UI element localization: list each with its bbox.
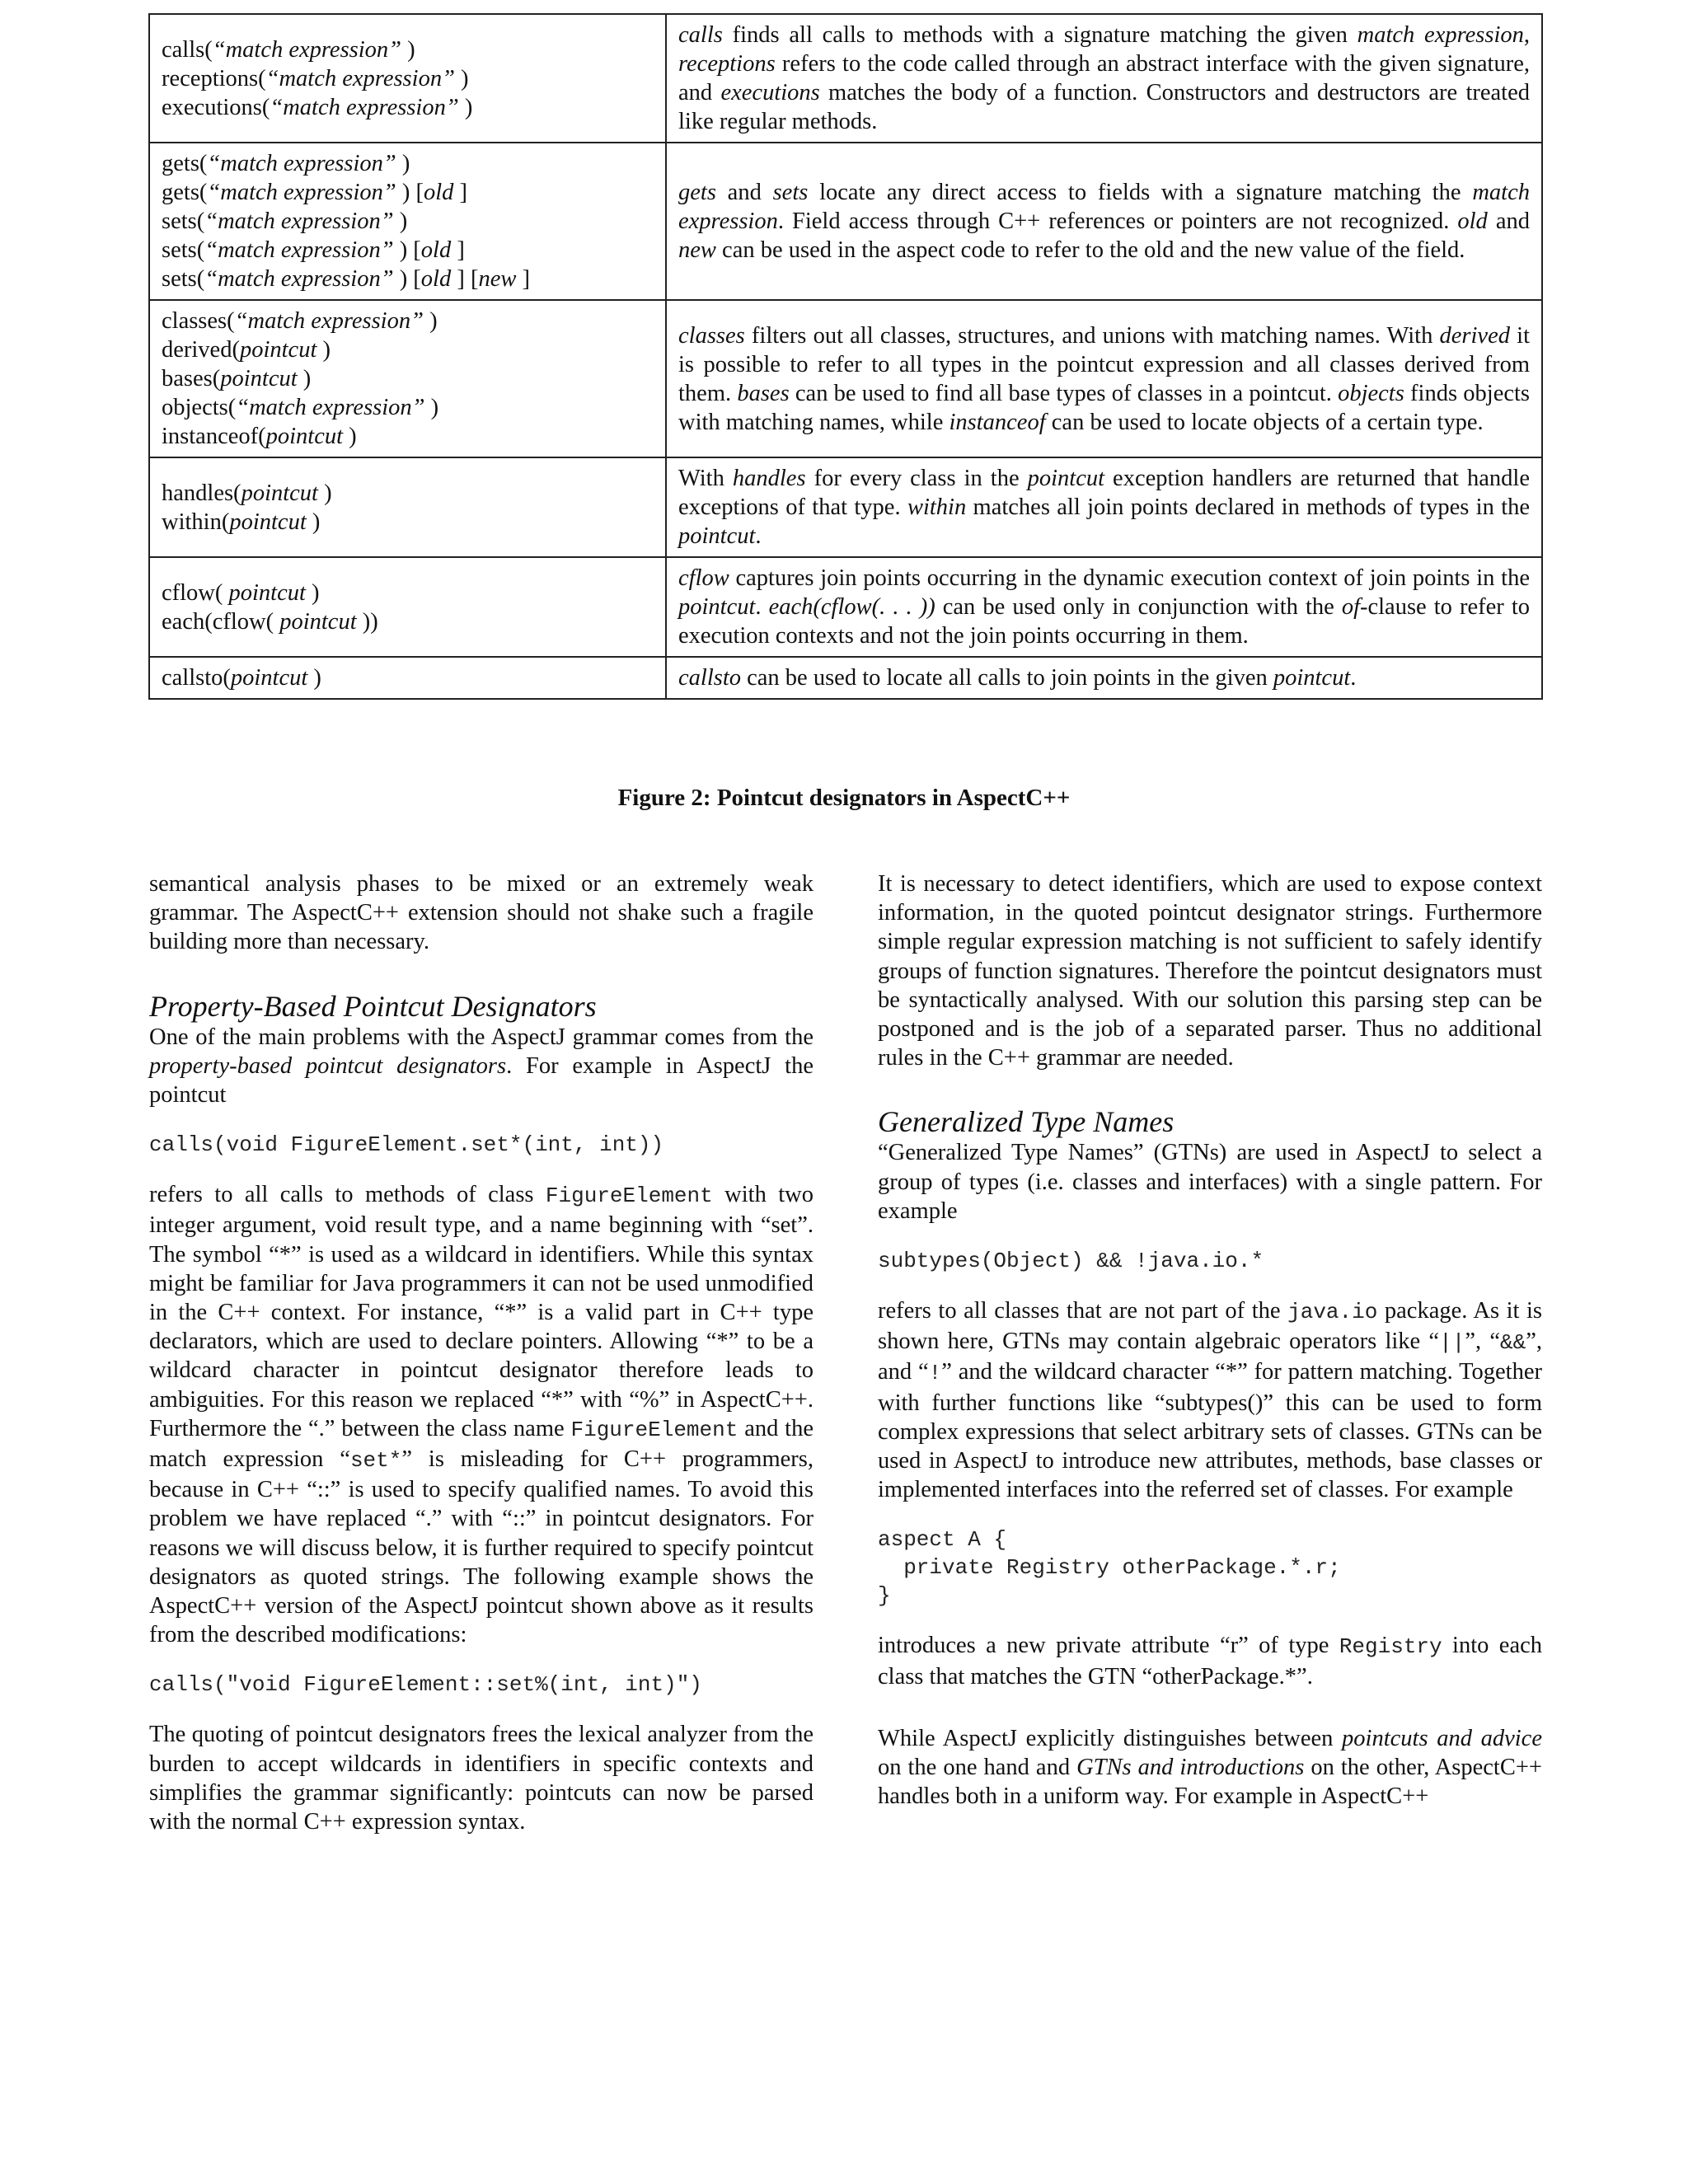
designator-line: objects(“match expression” ) [162, 395, 439, 420]
paragraph: refers to all classes that are not part of the java.io package. As it is shown here, GTNs may contain algebraic operators like “||”, “&&”, and “!” and the wildcard character “*” for pattern matching. Together with further functions like “subtypes()” this can be used to form complex expressions that select arbitrary sets of classes. GTNs can be used in AspectJ to introduce new attributes, methods, base classes or implemented interfaces into the referred set of classes. For example [878, 1298, 1543, 1503]
paragraph: One of the main problems with the AspectJ grammar comes from the property-based pointcut designators. For example in AspectJ the pointcut [149, 1024, 814, 1108]
designator-line: sets(“match expression” ) [old ] [new ] [162, 266, 530, 292]
paragraph: The quoting of pointcut designators frees the lexical analyzer from the burden to accept wildcards in identifiers in specific contexts and simplifies the grammar significantly: pointcuts can now be parsed with the normal C++ expression syntax. [149, 1722, 814, 1835]
designator-cell [149, 143, 666, 300]
paragraph: It is necessary to detect identifiers, which are used to expose context information, in the quoted pointcut designator strings. Furthermore simple regular expression matching is not sufficient to safely identify groups of function signatures. Therefore the pointcut designators must be syntactically analysed. With our solution this parsing step can be postponed and is the job of a separated parser. Thus no additional rules in the C++ grammar are needed. [878, 871, 1542, 1071]
right-column [878, 869, 1542, 1811]
designator-cell [149, 14, 666, 143]
designator-cell [149, 300, 666, 457]
designator-line: sets(“match expression” ) [162, 209, 408, 234]
table-row [149, 557, 1542, 657]
description-cell: cflow captures join points occurring in the dynamic execution context of join points in the pointcut. each(cflow(. . . )) can be used only in conjunction with the of-clause to refer to execution contexts and not the join points occurring in them. [666, 557, 1542, 657]
designator-line: gets(“match expression” ) [162, 151, 410, 176]
description-cell: With handles for every class in the pointcut exception handlers are returned that handle exceptions of that type. within matches all join points declared in methods of types in the pointcut. [666, 457, 1542, 557]
table-row [149, 657, 1542, 699]
paragraph: refers to all calls to methods of class FigureElement with two integer argument, void result type, and a name beginning with “set”. The symbol “*” is used as a wildcard in identifiers. While this syntax might be familiar for Java programmers it can not be used unmodified in the C++ context. For instance, “*” is a valid part in C++ type declarators, which are used to declare pointers. Allowing “*” to be a wildcard character in pointcut designator therefore leads to ambiguities. For this reason we replaced “*” with “%” in AspectC++. Furthermore the “.” between the class name FigureElement and the match expression “set*” is misleading for C++ programmers, because in C++ “::” is used to specify qualified names. To avoid this problem we have replaced “.” with “::” in pointcut designators. For reasons we will discuss below, it is further required to specify pointcut designators as quoted strings. The following example shows the AspectC++ version of the AspectJ pointcut shown above as it results from the described modifications: [149, 1182, 814, 1648]
paragraph: semantical analysis phases to be mixed or an extremely weak grammar. The AspectC++ extension should not shake such a fragile building more than necessary. [149, 871, 814, 955]
pointcut-designators-table [148, 13, 1543, 700]
designator-line: cflow( pointcut ) [162, 579, 320, 606]
designator-line: within(pointcut ) [162, 509, 321, 535]
table-row [149, 300, 1542, 457]
designator-line: classes(“match expression” ) [162, 308, 438, 334]
figure-caption: Figure 2: Pointcut designators in AspectC++ [617, 785, 1071, 811]
designator-cell [149, 457, 666, 557]
description-cell: calls finds all calls to methods with a signature matching the given match expression, receptions refers to the code called through an abstract interface with the given signature, and executions matches the body of a function. Constructors and destructors are treated like regular methods. [666, 14, 1542, 143]
table-row [149, 143, 1542, 300]
paragraph: “Generalized Type Names” (GTNs) are used in AspectJ to select a group of types (i.e. classes and interfaces) with a single pattern. For example [878, 1140, 1542, 1224]
designator-line: instanceof(pointcut ) [162, 424, 357, 449]
designator-line: derived(pointcut ) [162, 337, 331, 363]
code-snippet: calls(void FigureElement.set*(int, int)) [149, 1132, 664, 1158]
designator-line: bases(pointcut ) [162, 366, 312, 391]
description-cell: callsto can be used to locate all calls to join points in the given pointcut. [666, 657, 1542, 699]
designator-line: calls(“match expression” ) [162, 36, 415, 63]
designator-line: sets(“match expression” ) [old ] [162, 237, 465, 263]
description-cell: gets and sets locate any direct access to fields with a signature matching the match expression. Field access through C++ references or pointers are not recognized. old and new can be used in the aspect code to refer to the old and the new value of the field. [666, 143, 1542, 300]
designator-line: gets(“match expression” ) [old ] [162, 180, 467, 205]
designator-line: each(cflow( pointcut )) [162, 608, 378, 635]
designator-cell [149, 657, 666, 699]
table-row [149, 14, 1542, 143]
left-column [149, 869, 814, 1836]
designator-line: executions(“match expression” ) [162, 94, 473, 120]
code-snippet: aspect A { private Registry otherPackage.*.r; } [878, 1527, 1341, 1609]
designator-cell [149, 557, 666, 657]
code-snippet: calls("void FigureElement::set%(int, int)") [149, 1672, 702, 1698]
paragraph: While AspectJ explicitly distinguishes between pointcuts and advice on the one hand and GTNs and introductions on the other, AspectC++ handles both in a uniform way. For example in AspectC++ [878, 1725, 1542, 1810]
code-snippet: subtypes(Object) && !java.io.* [878, 1249, 1264, 1274]
section-heading: Property-Based Pointcut Designators [149, 989, 597, 1023]
paragraph: introduces a new private attribute “r” of type Registry into each class that matches the GTN “otherPackage.*”. [878, 1633, 1542, 1690]
section-heading: Generalized Type Names [878, 1105, 1175, 1139]
table-row [149, 457, 1542, 557]
designator-line: receptions(“match expression” ) [162, 65, 469, 91]
description-cell: classes filters out all classes, structures, and unions with matching names. With derived it is possible to refer to all types in the pointcut expression and all classes derived from them. bases can be used to find all base types of classes in a pointcut. objects finds objects with matching names, while instanceof can be used to locate objects of a certain type. [666, 300, 1542, 457]
designator-line: callsto(pointcut ) [162, 665, 321, 691]
designator-line: handles(pointcut ) [162, 480, 332, 506]
